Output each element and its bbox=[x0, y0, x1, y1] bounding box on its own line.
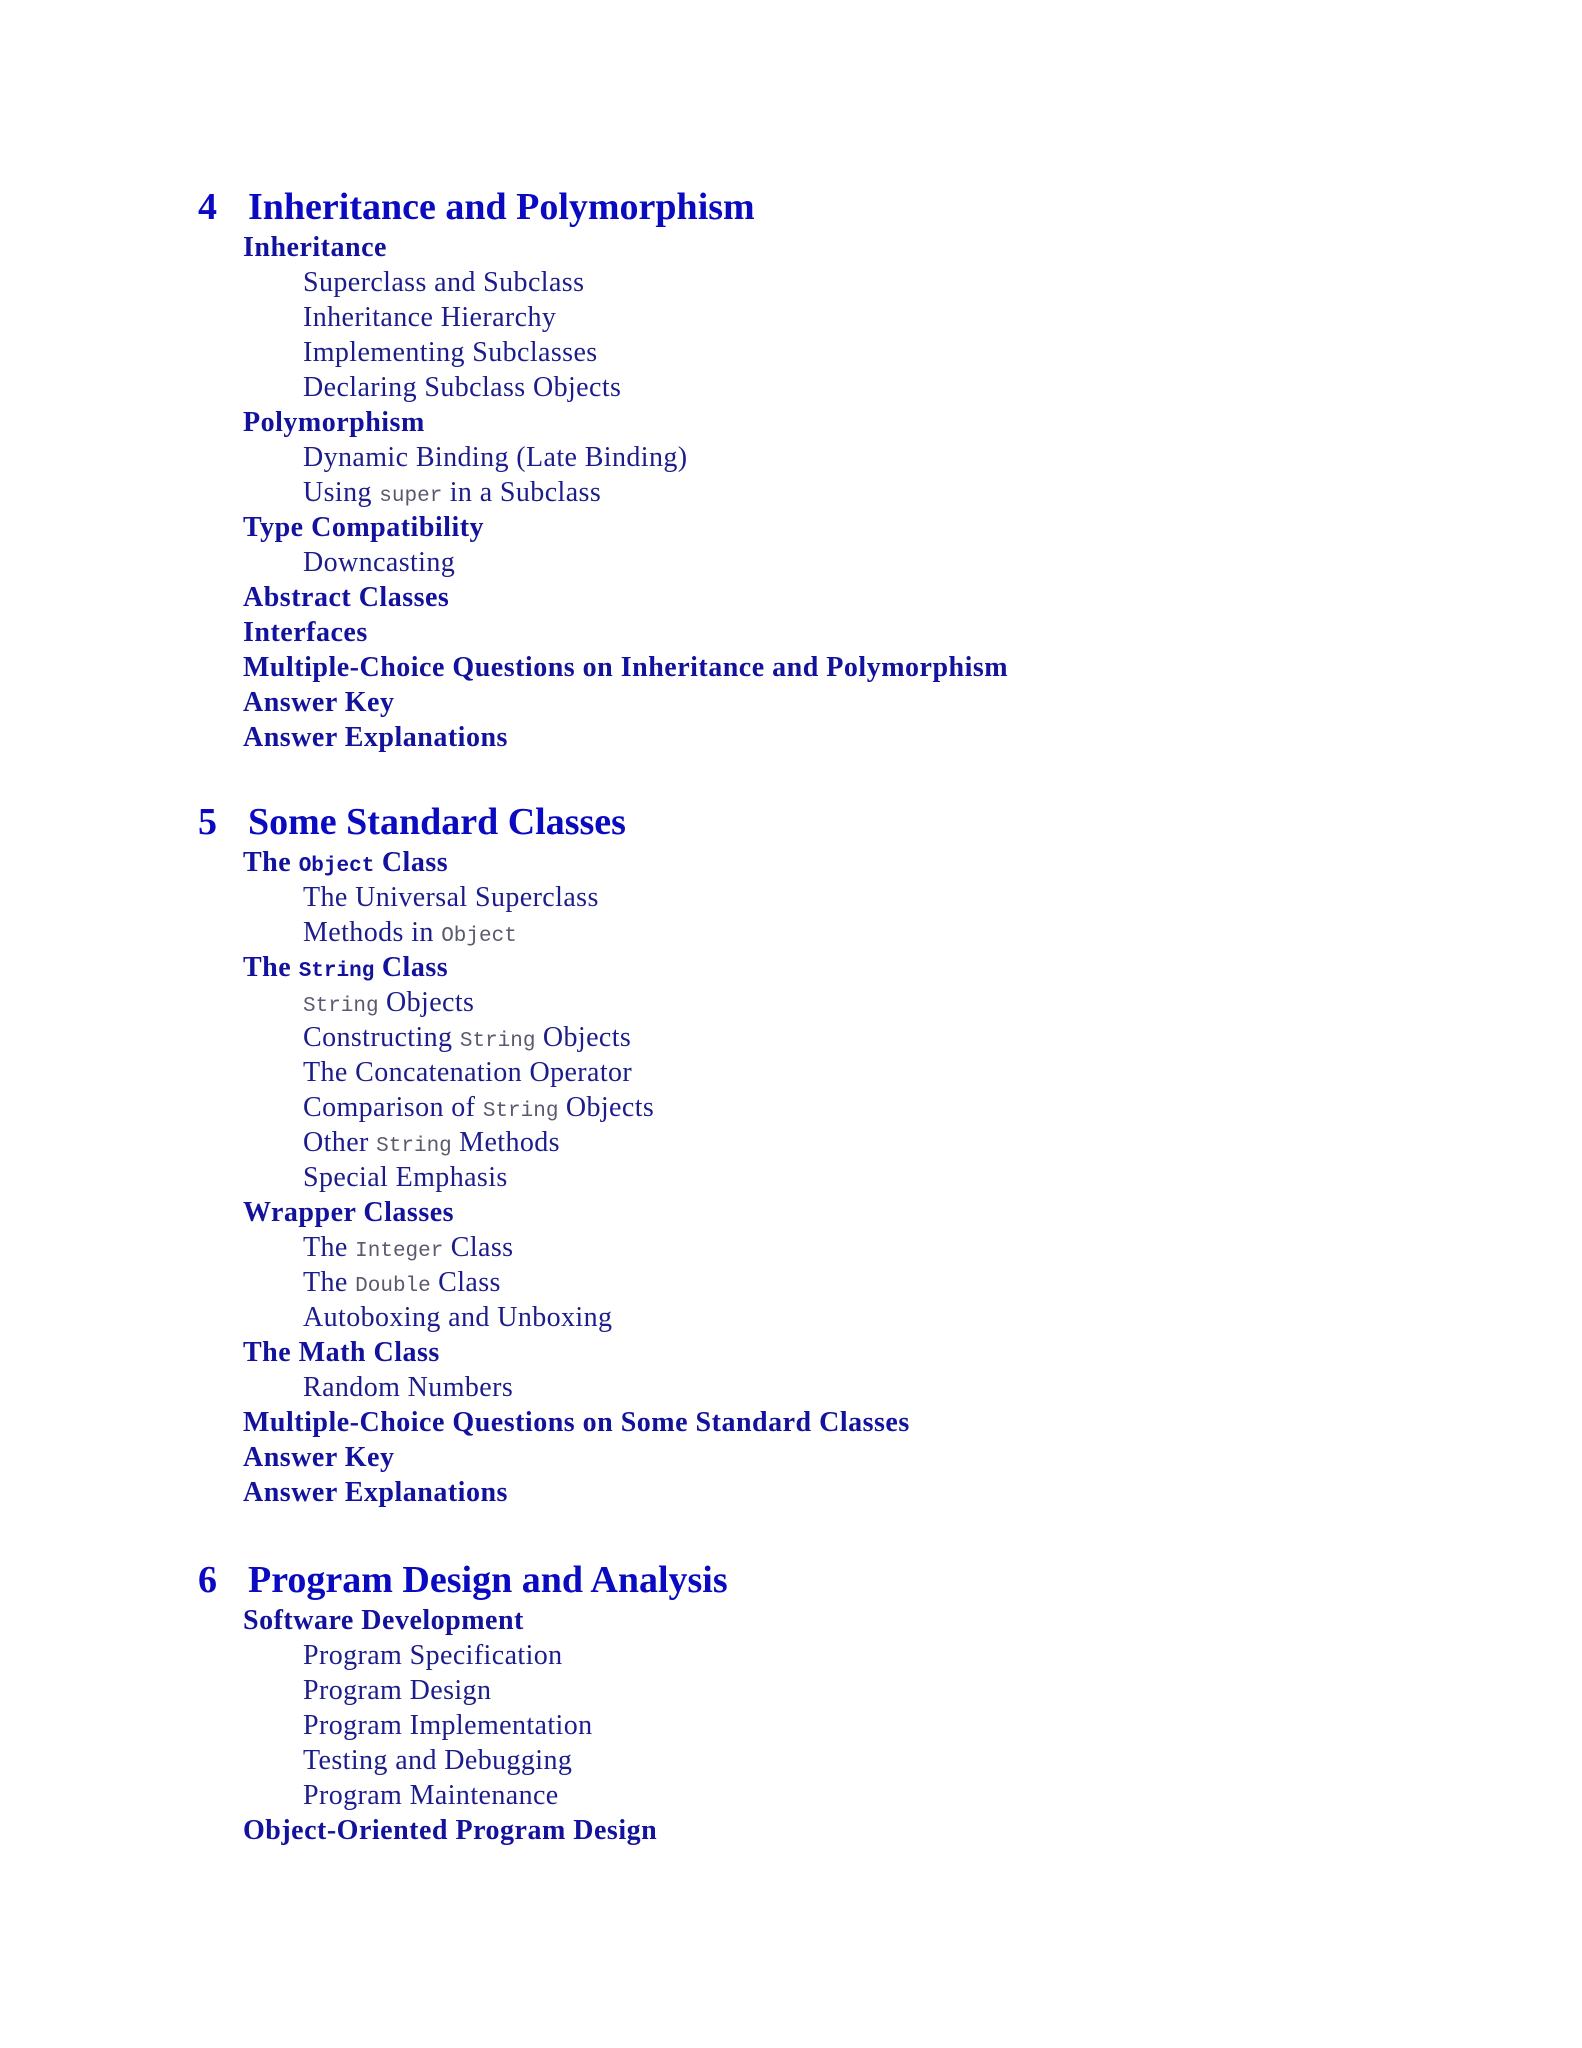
toc-subsection-entry[interactable] bbox=[303, 374, 621, 402]
entry-text: The bbox=[303, 1232, 356, 1264]
toc-subsection-entry[interactable] bbox=[303, 1164, 508, 1192]
chapter-heading[interactable] bbox=[198, 188, 1098, 228]
toc-subsection-entry[interactable] bbox=[303, 549, 455, 577]
toc-subsection-entry[interactable] bbox=[303, 1374, 513, 1402]
entry-text: Multiple-Choice Questions on Inheritance and Polymorphism bbox=[243, 652, 1009, 684]
code-term: super bbox=[379, 485, 443, 509]
toc-subsection-entry[interactable] bbox=[303, 884, 599, 912]
toc-subsection-entry[interactable] bbox=[303, 1059, 632, 1087]
toc-subsection-entry[interactable] bbox=[303, 339, 598, 367]
entry-text: Object-Oriented Program Design bbox=[243, 1815, 658, 1847]
toc-subsection-entry[interactable] bbox=[303, 1677, 491, 1705]
toc-section-entry[interactable] bbox=[243, 1199, 454, 1227]
toc-section-entry[interactable] bbox=[243, 1817, 657, 1845]
entry-text: Class bbox=[374, 847, 449, 879]
entry-text: Answer Explanations bbox=[243, 1477, 508, 1509]
entry-text: Methods in bbox=[303, 917, 442, 949]
toc-section-entry[interactable] bbox=[243, 1607, 524, 1635]
toc-subsection-entry[interactable] bbox=[303, 1094, 654, 1122]
toc-section-entry[interactable] bbox=[243, 1409, 910, 1437]
toc-subsection-entry[interactable] bbox=[303, 479, 601, 507]
entry-text: The Universal Superclass bbox=[303, 882, 599, 914]
toc-section-entry[interactable] bbox=[243, 654, 1008, 682]
chapter-heading[interactable] bbox=[198, 803, 1098, 843]
entry-text: Wrapper Classes bbox=[243, 1197, 455, 1229]
toc-subsection-entry[interactable] bbox=[303, 1024, 631, 1052]
entry-text: The Math Class bbox=[243, 1337, 440, 1369]
toc-section-entry[interactable] bbox=[243, 584, 449, 612]
chapter-number: 5 bbox=[198, 801, 217, 844]
entry-text: Dynamic Binding (Late Binding) bbox=[303, 442, 688, 474]
entry-text: Program Specification bbox=[303, 1640, 563, 1672]
code-term: String bbox=[303, 995, 379, 1019]
code-term: String bbox=[298, 960, 375, 984]
entry-text: Declaring Subclass Objects bbox=[303, 372, 622, 404]
toc-section-entry[interactable] bbox=[243, 409, 425, 437]
toc-section-entry[interactable] bbox=[243, 234, 387, 262]
toc-section-entry[interactable] bbox=[243, 619, 368, 647]
entry-text: Class bbox=[374, 952, 449, 984]
toc-section-entry[interactable] bbox=[243, 954, 448, 982]
code-term: Object bbox=[298, 855, 375, 879]
entry-text: The bbox=[243, 847, 299, 879]
entry-text: Superclass and Subclass bbox=[303, 267, 585, 299]
toc-section-entry[interactable] bbox=[243, 1339, 440, 1367]
entry-text: Polymorphism bbox=[243, 407, 425, 439]
toc-subsection-entry[interactable] bbox=[303, 1642, 563, 1670]
toc-subsection-entry[interactable] bbox=[303, 1747, 572, 1775]
entry-text: Inheritance Hierarchy bbox=[303, 302, 557, 334]
entry-text: Comparison of bbox=[303, 1092, 483, 1124]
entry-text: Software Development bbox=[243, 1605, 524, 1637]
toc-subsection-entry[interactable] bbox=[303, 444, 688, 472]
chapter-title: Inheritance and Polymorphism bbox=[248, 186, 755, 229]
chapter-heading[interactable] bbox=[198, 1561, 1098, 1601]
code-term: String bbox=[459, 1030, 536, 1054]
toc-subsection-entry[interactable] bbox=[303, 1782, 559, 1810]
entry-text: Answer Key bbox=[243, 687, 395, 719]
chapter-number: 6 bbox=[198, 1559, 217, 1602]
entry-text: Interfaces bbox=[243, 617, 368, 649]
toc-section-entry[interactable] bbox=[243, 514, 484, 542]
entry-text: Using bbox=[303, 477, 380, 509]
toc-subsection-entry[interactable] bbox=[303, 1304, 612, 1332]
toc-subsection-entry[interactable] bbox=[303, 304, 556, 332]
entry-text: Downcasting bbox=[303, 547, 456, 579]
entry-text: Class bbox=[443, 1232, 514, 1264]
toc-subsection-entry[interactable] bbox=[303, 1234, 513, 1262]
entry-text: Testing and Debugging bbox=[303, 1745, 573, 1777]
toc-section-entry[interactable] bbox=[243, 1444, 394, 1472]
entry-text: The bbox=[303, 1267, 356, 1299]
toc-subsection-entry[interactable] bbox=[303, 1129, 560, 1157]
toc-subsection-entry[interactable] bbox=[303, 269, 584, 297]
entry-text: Answer Explanations bbox=[243, 722, 508, 754]
entry-text: The Concatenation Operator bbox=[303, 1057, 633, 1089]
entry-text: Abstract Classes bbox=[243, 582, 450, 614]
toc-section-entry[interactable] bbox=[243, 849, 448, 877]
toc-subsection-entry[interactable] bbox=[303, 1269, 501, 1297]
entry-text: Implementing Subclasses bbox=[303, 337, 598, 369]
entry-text: Methods bbox=[451, 1127, 560, 1159]
entry-text: Random Numbers bbox=[303, 1372, 514, 1404]
entry-text: Constructing bbox=[303, 1022, 460, 1054]
entry-text: The bbox=[243, 952, 299, 984]
entry-text: Multiple-Choice Questions on Some Standard Classes bbox=[243, 1407, 910, 1439]
code-term: Object bbox=[441, 925, 517, 949]
entry-text: Program Implementation bbox=[303, 1710, 593, 1742]
entry-text: Objects bbox=[378, 987, 475, 1019]
toc-subsection-entry[interactable] bbox=[303, 989, 474, 1017]
entry-text: Class bbox=[430, 1267, 501, 1299]
entry-text: in a Subclass bbox=[442, 477, 602, 509]
code-term: Integer bbox=[355, 1240, 444, 1264]
toc-section-entry[interactable] bbox=[243, 1479, 508, 1507]
entry-text: Inheritance bbox=[243, 232, 387, 264]
entry-text: Program Maintenance bbox=[303, 1780, 559, 1812]
code-term: String bbox=[376, 1135, 452, 1159]
toc-section-entry[interactable] bbox=[243, 724, 508, 752]
entry-text: Objects bbox=[558, 1092, 655, 1124]
entry-text: Program Design bbox=[303, 1675, 492, 1707]
chapter-title: Program Design and Analysis bbox=[248, 1559, 728, 1602]
chapter-title: Some Standard Classes bbox=[248, 801, 626, 844]
toc-subsection-entry[interactable] bbox=[303, 1712, 593, 1740]
entry-text: Special Emphasis bbox=[303, 1162, 508, 1194]
code-term: Double bbox=[355, 1275, 431, 1299]
entry-text: Type Compatibility bbox=[243, 512, 485, 544]
entry-text: Other bbox=[303, 1127, 377, 1159]
toc-section-entry[interactable] bbox=[243, 689, 394, 717]
entry-text: Autoboxing and Unboxing bbox=[303, 1302, 613, 1334]
code-term: String bbox=[482, 1100, 559, 1124]
chapter-number: 4 bbox=[198, 186, 217, 229]
toc-subsection-entry[interactable] bbox=[303, 919, 517, 947]
entry-text: Objects bbox=[535, 1022, 632, 1054]
entry-text: Answer Key bbox=[243, 1442, 395, 1474]
